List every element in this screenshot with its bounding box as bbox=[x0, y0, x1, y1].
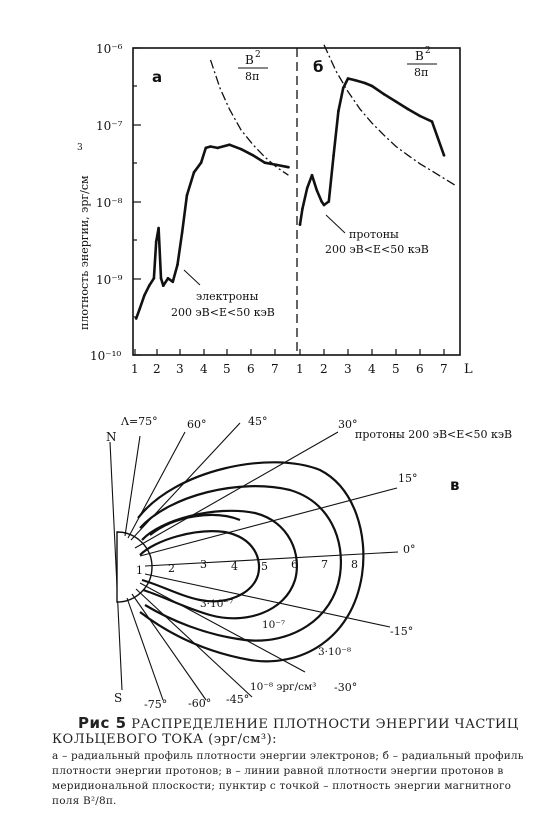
meridional-plane-diagram bbox=[106, 415, 512, 711]
axis-north: N bbox=[106, 430, 117, 444]
l-number: 5 bbox=[261, 560, 268, 573]
data-point bbox=[157, 227, 160, 230]
data-point bbox=[316, 189, 319, 192]
x-tick-label: 2 bbox=[153, 362, 161, 376]
data-point bbox=[443, 154, 446, 157]
latitude-label: -45° bbox=[226, 693, 250, 706]
data-point bbox=[337, 110, 340, 113]
data-point bbox=[176, 263, 179, 266]
data-point bbox=[155, 240, 158, 243]
svg-text:B: B bbox=[245, 53, 254, 67]
data-point bbox=[328, 200, 331, 203]
latitude-label: 45° bbox=[248, 415, 268, 428]
data-point bbox=[332, 154, 335, 157]
data-point bbox=[364, 82, 367, 85]
data-point bbox=[172, 281, 175, 284]
latitude-label: 0° bbox=[403, 543, 416, 556]
svg-text:B: B bbox=[415, 49, 424, 63]
y-axis-label: плотность энергии, эрг/см bbox=[78, 175, 91, 330]
b2-label-b bbox=[407, 46, 437, 79]
y-tick-label: 10⁻⁷ bbox=[96, 119, 123, 133]
proton-label-line1: протоны bbox=[349, 228, 399, 241]
electron-label-line2: 200 эВ<E<50 кэВ bbox=[171, 306, 275, 319]
panel-a-letter: а bbox=[152, 68, 163, 86]
proton-leader-line bbox=[326, 215, 345, 233]
data-point bbox=[143, 294, 146, 297]
data-point bbox=[287, 166, 290, 169]
y-tick-label: 10⁻¹⁰ bbox=[90, 349, 122, 363]
panel-c-letter: в bbox=[450, 476, 460, 494]
data-point bbox=[228, 143, 231, 146]
x-tick-label: 3 bbox=[176, 362, 184, 376]
caption-title: РАСПРЕДЕЛЕНИЕ ПЛОТНОСТИ ЭНЕРГИИ ЧАСТИЦ bbox=[131, 717, 519, 732]
data-point bbox=[138, 308, 141, 311]
x-ticks-a bbox=[135, 349, 275, 355]
latitude-label: -30° bbox=[334, 681, 358, 694]
svg-text:2: 2 bbox=[425, 46, 431, 56]
data-point bbox=[299, 223, 302, 226]
data-point bbox=[347, 77, 350, 80]
figure-caption bbox=[52, 716, 542, 809]
curves-panel-a bbox=[135, 60, 290, 320]
data-point bbox=[264, 161, 267, 164]
l-number: 3 bbox=[200, 558, 207, 571]
y-tick-label: 10⁻⁶ bbox=[96, 42, 123, 56]
x-tick-label: 7 bbox=[271, 362, 279, 376]
data-point bbox=[320, 200, 323, 203]
x-tick-label: 5 bbox=[392, 362, 400, 376]
contour-label: 10⁻⁸ эрг/см³ bbox=[250, 681, 317, 693]
contour-label: 3·10⁻⁸ bbox=[318, 646, 352, 658]
data-point bbox=[160, 277, 163, 280]
y-tick-label: 10⁻⁹ bbox=[96, 273, 123, 287]
data-point bbox=[419, 115, 422, 118]
l-number: 8 bbox=[351, 558, 358, 571]
latitude-label: 60° bbox=[187, 418, 207, 431]
radial-profile-plot bbox=[77, 42, 473, 377]
data-point bbox=[200, 161, 203, 164]
data-point bbox=[193, 171, 196, 174]
data-point bbox=[205, 147, 208, 150]
x-tick-label: 3 bbox=[344, 362, 352, 376]
latitude-label: 15° bbox=[398, 472, 418, 485]
x-tick-label: 6 bbox=[416, 362, 424, 376]
latitude-label: Λ=75° bbox=[121, 415, 158, 428]
x-tick-label: 1 bbox=[296, 362, 304, 376]
data-point bbox=[252, 154, 255, 157]
svg-text:8π: 8π bbox=[245, 70, 260, 83]
latitude-label: -15° bbox=[390, 625, 414, 638]
data-point bbox=[216, 147, 219, 150]
x-tick-label: 1 bbox=[131, 362, 139, 376]
data-point bbox=[407, 108, 410, 111]
x-tick-label: 2 bbox=[320, 362, 328, 376]
axis-south: S bbox=[114, 691, 123, 705]
l-number: 1 bbox=[136, 564, 143, 577]
data-point bbox=[395, 100, 398, 103]
data-point bbox=[240, 148, 243, 151]
contour-label: 10⁻⁷ bbox=[262, 619, 286, 631]
panel-c-particle-label: протоны 200 эВ<E<50 кэВ bbox=[355, 428, 513, 441]
latitude-label: -75° bbox=[144, 698, 168, 711]
latitude-label: 30° bbox=[338, 418, 358, 431]
panel-b-letter: б bbox=[313, 58, 324, 76]
svg-text:2: 2 bbox=[255, 50, 261, 60]
caption-title-2: КОЛЬЦЕВОГО ТОКА (эрг/см³): bbox=[52, 732, 278, 747]
electron-leader-line bbox=[184, 270, 200, 285]
x-tick-label: 6 bbox=[247, 362, 255, 376]
data-point bbox=[148, 284, 151, 287]
data-point bbox=[162, 284, 165, 287]
data-point bbox=[306, 187, 309, 190]
svg-text:8π: 8π bbox=[414, 66, 429, 79]
x-tick-label: 4 bbox=[368, 362, 376, 376]
series-line-b2-8pi bbox=[324, 45, 456, 186]
l-number: 7 bbox=[321, 558, 328, 571]
l-number: 4 bbox=[231, 560, 238, 573]
data-point bbox=[383, 93, 386, 96]
electron-label-line1: электроны bbox=[196, 290, 259, 303]
x-tick-label: 4 bbox=[200, 362, 208, 376]
x-tick-label: 7 bbox=[440, 362, 448, 376]
b2-label-a bbox=[238, 50, 268, 83]
data-point bbox=[153, 277, 156, 280]
data-point bbox=[431, 120, 434, 123]
caption-body: а – радиальный профиль плотности энергии электронов; б – радиальный профиль плотности энергии протонов; в – линии равной плотности энергии протонов в меридиональной плоскости; пунктир с точкой – плотность энергии магнитного поля B²/8π. bbox=[52, 750, 524, 807]
data-point bbox=[209, 145, 212, 148]
data-point bbox=[181, 231, 184, 234]
proton-label-line2: 200 эВ<E<50 кэВ bbox=[325, 243, 429, 256]
x-tick-label: 5 bbox=[223, 362, 231, 376]
l-number: 6 bbox=[291, 558, 298, 571]
x-axis-label: L bbox=[464, 362, 473, 377]
y-tick-label: 10⁻⁸ bbox=[96, 196, 123, 210]
l-number: 2 bbox=[168, 562, 175, 575]
contour-label: 3·10⁻⁷ bbox=[200, 598, 234, 610]
data-point bbox=[186, 194, 189, 197]
latitude-label: -60° bbox=[188, 697, 212, 710]
data-point bbox=[354, 79, 357, 82]
caption-lead: Рис 5 bbox=[78, 714, 127, 732]
data-point bbox=[342, 87, 345, 90]
data-point bbox=[301, 208, 304, 211]
data-point bbox=[371, 85, 374, 88]
data-point bbox=[311, 174, 314, 177]
data-point bbox=[323, 204, 326, 207]
y-axis-label-power: 3 bbox=[77, 143, 83, 153]
data-point bbox=[167, 277, 170, 280]
x-ticks-b bbox=[300, 349, 444, 355]
data-point bbox=[135, 317, 138, 320]
